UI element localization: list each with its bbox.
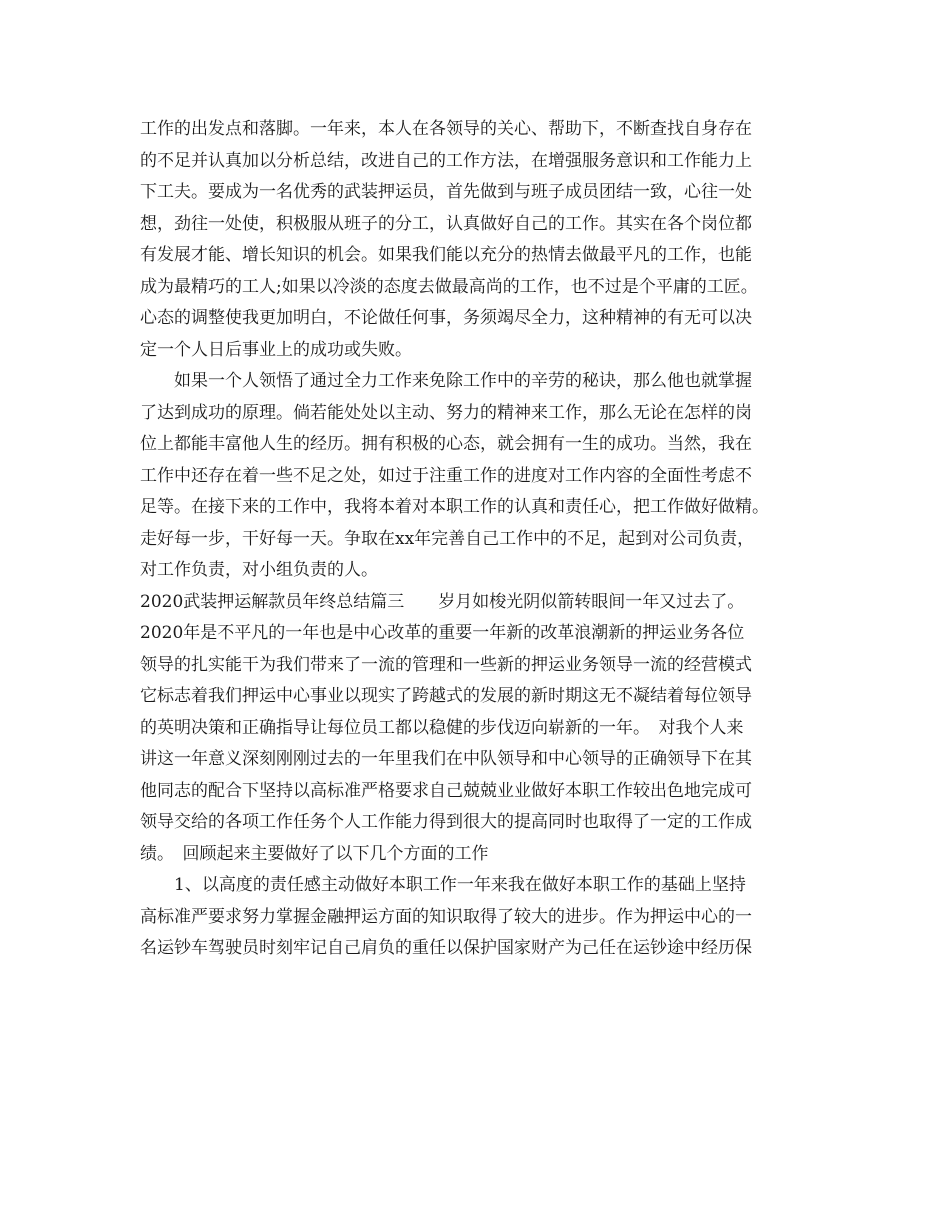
text-line: 工作中还存在着一些不足之处，如过于注重工作的进度对工作内容的全面性考虑不: [140, 465, 752, 486]
text-line: 领导的扎实能干为我们带来了一流的管理和一些新的押运业务领导一流的经营模式: [140, 654, 752, 675]
text-line: 的不足并认真加以分析总结，改进自己的工作方法，在增强服务意识和工作能力上: [140, 150, 752, 171]
section-heading-line: 2020武装押运解款员年终总结篇三 岁月如梭光阴似箭转眼间一年又过去了。: [140, 591, 745, 612]
text-line: 走好每一步，干好每一天。争取在xx年完善自己工作中的不足，起到对公司负责，: [140, 528, 755, 549]
text-line: 想，劲往一处使，积极服从班子的分工，认真做好自己的工作。其实在各个岗位都: [140, 213, 752, 234]
text-line: 对工作负责，对小组负责的人。: [140, 560, 378, 580]
text-line: 有发展才能、增长知识的机会。如果我们能以充分的热情去做最平凡的工作，也能: [140, 245, 752, 265]
text-line: 定一个人日后事业上的成功或失败。: [140, 339, 412, 360]
text-line: 高标准严要求努力掌握金融押运方面的知识取得了较大的进步。作为押运中心的一: [140, 906, 752, 927]
text-line: 心态的调整使我更加明白，不论做任何事，务须竭尽全力，这种精神的有无可以决: [140, 308, 752, 328]
text-line: 位上都能丰富他人生的经历。拥有积极的心态，就会拥有一生的成功。当然，我在: [140, 434, 752, 454]
body-text: [140, 114, 820, 965]
text-line: 工作的出发点和落脚。一年来，本人在各领导的关心、帮助下，不断查找自身存在: [140, 119, 752, 139]
text-line: 领导交给的各项工作任务个人工作能力得到很大的提高同时也取得了一定的工作成: [140, 812, 752, 832]
text-line: 的英明决策和正确指导让每位员工都以稳健的步伐迈向崭新的一年。 对我个人来: [140, 717, 744, 738]
paragraph-start-line: 如果一个人领悟了通过全力工作来免除工作中的辛劳的秘诀，那么他也就掌握: [174, 371, 752, 391]
text-line: 成为最精巧的工人;如果以冷淡的态度去做最高尚的工作，也不过是个平庸的工匠。: [140, 276, 758, 297]
text-line: 下工夫。要成为一名优秀的武装押运员，首先做到与班子成员团结一致，心往一处: [140, 182, 752, 202]
text-line: 它标志着我们押运中心事业以现实了跨越式的发展的新时期这无不凝结着每位领导: [140, 686, 752, 706]
text-line: 他同志的配合下坚持以高标准严格要求自己兢兢业业做好本职工作较出色地完成可: [140, 780, 752, 801]
text-line: 了达到成功的原理。倘若能处处以主动、努力的精神来工作，那么无论在怎样的岗: [140, 402, 752, 423]
text-line: 名运钞车驾驶员时刻牢记自己肩负的重任以保护国家财产为己任在运钞途中经历保: [140, 938, 752, 958]
text-line: 讲这一年意义深刻刚刚过去的一年里我们在中队领导和中心领导的正确领导下在其: [140, 749, 752, 769]
text-line: 足等。在接下来的工作中，我将本着对本职工作的认真和责任心，把工作做好做精。: [140, 497, 769, 517]
text-line: 绩。 回顾起来主要做好了以下几个方面的工作: [140, 843, 489, 864]
paragraph-start-line: 1、以高度的责任感主动做好本职工作一年来我在做好本职工作的基础上坚持: [174, 875, 746, 895]
text-line: 2020年是不平凡的一年也是中心改革的重要一年新的改革浪潮新的押运业务各位: [140, 623, 745, 643]
